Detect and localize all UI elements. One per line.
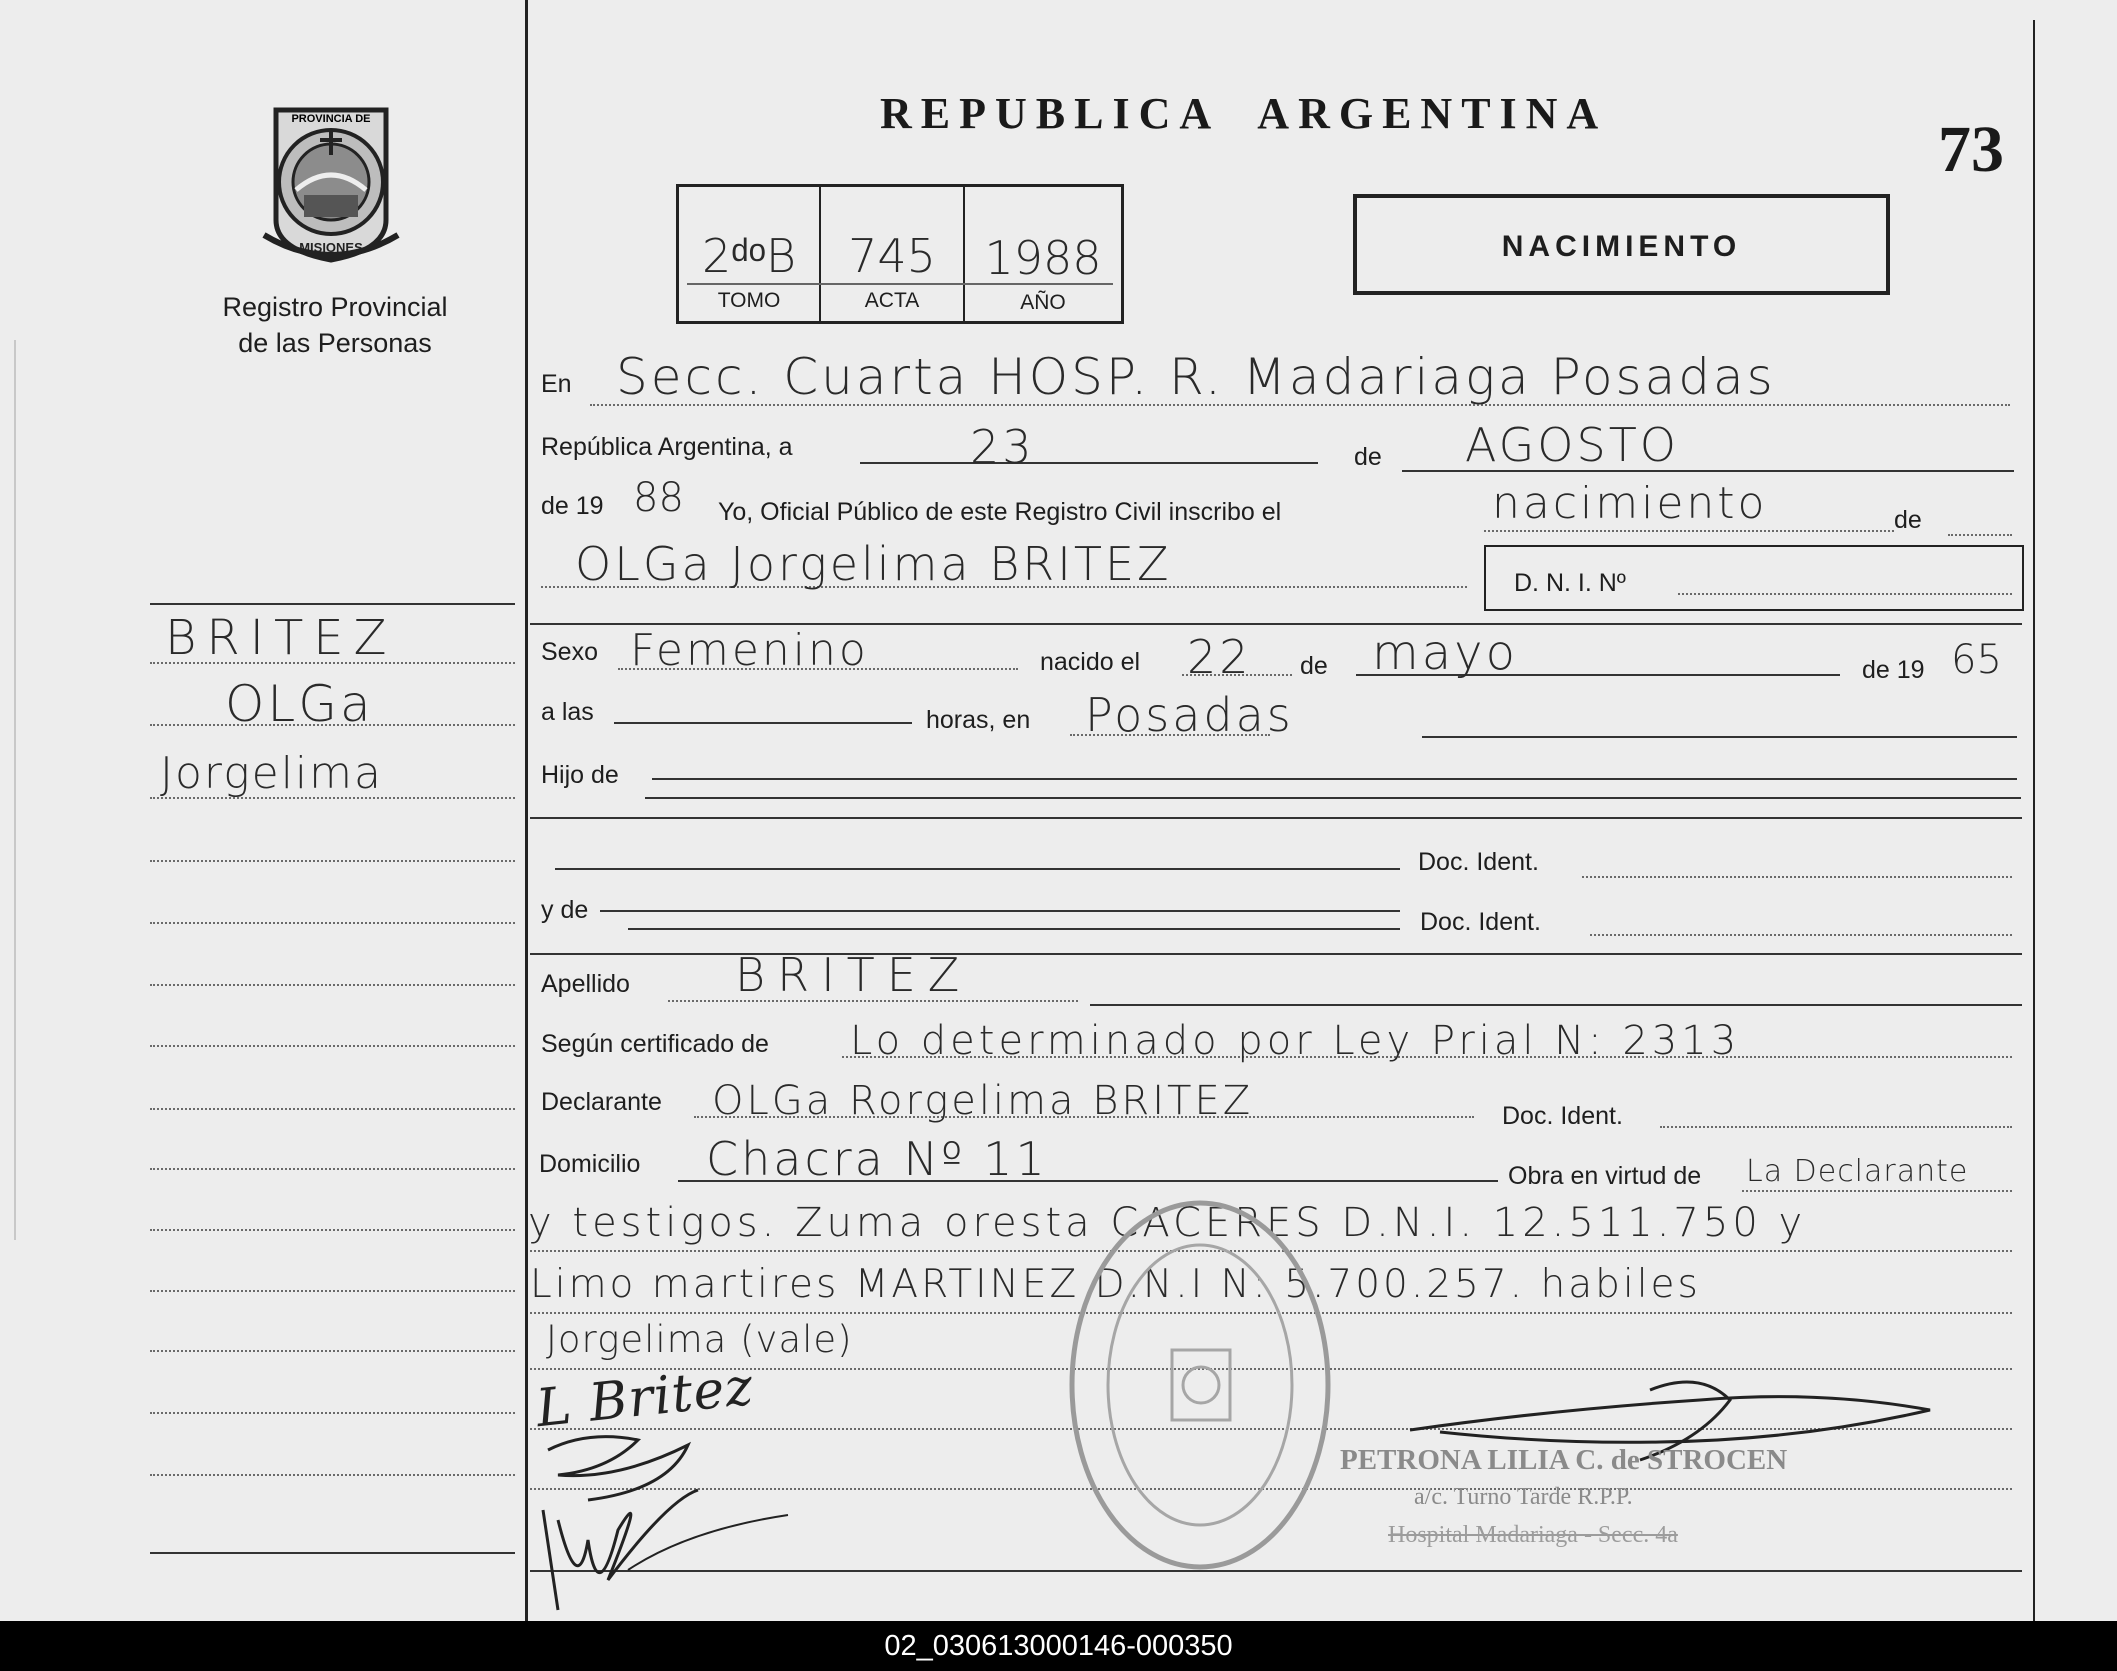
apellido-label: Apellido	[541, 970, 630, 998]
certificate-basis-value: Lo determinado por Ley Prial N: 2313	[850, 1018, 1741, 1064]
a-las-label: a las	[541, 698, 594, 726]
margin-first-name: OLGa	[225, 675, 374, 733]
dni-box	[1484, 545, 2024, 611]
hijo-de-label: Hijo de	[541, 761, 619, 789]
ano-label: AÑO	[1020, 291, 1066, 314]
margin-second-name: Jorgelima	[160, 748, 383, 799]
de-label-3: de	[1300, 652, 1328, 680]
segun-certificado-label: Según certificado de	[541, 1030, 769, 1058]
province-seal-icon	[256, 100, 406, 265]
ano-value: 1988	[984, 231, 1102, 285]
en-label: En	[541, 370, 572, 398]
nacido-label: nacido el	[1040, 648, 1141, 676]
de-label: de	[1354, 443, 1382, 471]
doc-ident-label-1: Doc. Ident.	[1418, 848, 1539, 876]
birth-place-value: Posadas	[1085, 688, 1294, 742]
sex-value: Femenino	[630, 625, 869, 676]
official-place: Hospital Madariaga - Secc. 4a	[1388, 1522, 1678, 1548]
declarant-value: OLGa Rorgelima BRITEZ	[712, 1078, 1254, 1124]
official-name: PETRONA LILIA C. de STROCEN	[1340, 1444, 1788, 1476]
horas-en-label: horas, en	[926, 706, 1031, 734]
official-title: a/c. Turno Tarde R.P.P.	[1414, 1484, 1633, 1510]
doc-ident-label-2: Doc. Ident.	[1420, 908, 1541, 936]
birth-month-value: mayo	[1372, 625, 1518, 681]
main-vertical-rule	[525, 0, 528, 1621]
dni-label: D. N. I. Nº	[1514, 569, 1626, 597]
official-stamp-icon	[1060, 1190, 1340, 1580]
declarante-label: Declarante	[541, 1088, 662, 1116]
record-type-box	[1353, 194, 1890, 295]
year-prefix-label: de 19	[541, 492, 604, 520]
sexo-label: Sexo	[541, 638, 598, 666]
witness-line-1: y testigos. Zuma oresta CACERES D.N.I. 12.511.750 y	[528, 1200, 1807, 1246]
republica-label: República Argentina, a	[541, 433, 793, 461]
registration-year-value: 88	[633, 475, 684, 521]
birth-day-value: 22	[1187, 630, 1252, 684]
obra-en-virtud-label: Obra en virtud de	[1508, 1162, 1702, 1190]
address-value: Chacra Nº 11	[706, 1132, 1048, 1186]
record-type-label: NACIMIENTO	[1501, 230, 1742, 263]
de-label-2: de	[1894, 506, 1922, 534]
margin-top-rule	[150, 603, 515, 605]
declarant-signature: L Britez	[533, 1356, 757, 1440]
registry-name-line2: de las Personas	[238, 328, 432, 358]
registration-month-value: AGOSTO	[1465, 418, 1680, 472]
witness-line-2: Limo martires MARTINEZ D.N.I N: 5.700.257. habiles	[530, 1262, 1701, 1307]
y-de-label: y de	[541, 896, 589, 924]
margin-bottom-rule	[150, 1552, 515, 1554]
image-id-footer: 02_030613000146-000350	[0, 1621, 2117, 1671]
witness-signature-scribble-icon	[528, 1420, 828, 1620]
registered-person-value: OLGa Jorgelima BRITEZ	[575, 537, 1172, 591]
acta-value: 745	[848, 229, 936, 283]
birth-year-value: 65	[1951, 637, 2002, 683]
act-type-value: nacimiento	[1492, 478, 1768, 529]
obra-value: La Declarante	[1746, 1154, 1969, 1189]
yo-text-label: Yo, Oficial Público de este Registro Civil inscribo el	[718, 498, 1282, 526]
doc-ident-label-3: Doc. Ident.	[1502, 1102, 1623, 1130]
record-number-box	[676, 184, 1124, 324]
acta-label: ACTA	[864, 289, 920, 312]
domicilio-label: Domicilio	[539, 1150, 641, 1178]
right-vertical-rule	[2033, 20, 2035, 1621]
tomo-label: TOMO	[717, 289, 781, 312]
binding-thread	[14, 340, 22, 1240]
page-number: 73	[1938, 113, 2004, 186]
registry-name-line1: Registro Provincial	[222, 292, 448, 322]
tomo-value: 2ᵈᵒB	[701, 229, 797, 283]
margin-surname: BRITEZ	[165, 610, 397, 666]
surname-value: BRITEZ	[735, 948, 972, 1002]
witness-line-3: Jorgelima (vale)	[546, 1318, 853, 1361]
registration-place-value: Secc. Cuarta HOSP. R. Madariaga Posadas	[616, 348, 1776, 406]
registration-day-value: 23	[970, 420, 1035, 474]
seal-top-text: PROVINCIA DE	[291, 113, 371, 125]
seal-bottom-text: MISIONES	[299, 240, 363, 255]
page-title: REPUBLICA ARGENTINA	[880, 89, 1608, 138]
de-19-label: de 19	[1862, 656, 1925, 684]
